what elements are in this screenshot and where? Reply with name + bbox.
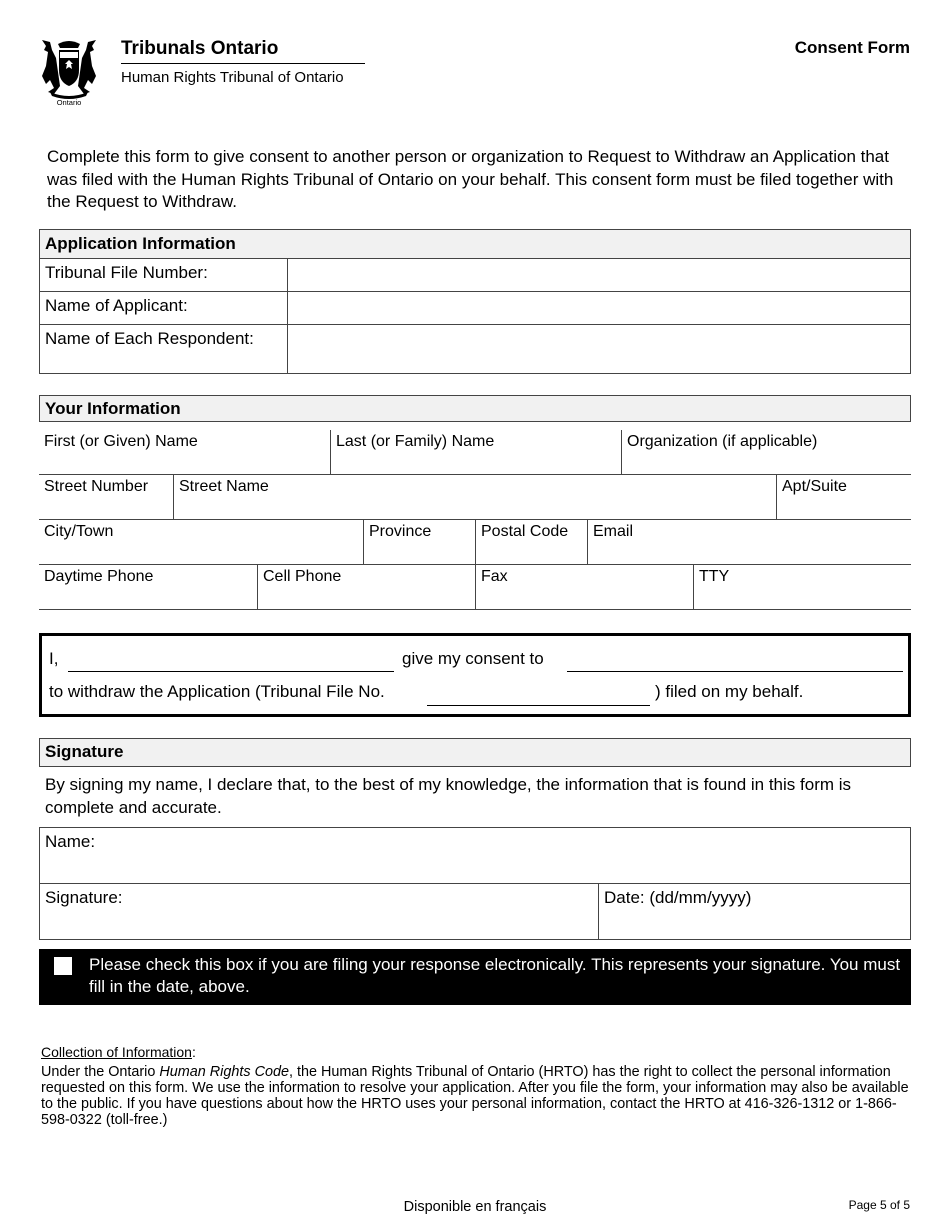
cell-phone-label: Cell Phone bbox=[263, 568, 342, 585]
fax-label: Fax bbox=[481, 568, 508, 585]
consenter-name-line[interactable] bbox=[68, 671, 394, 672]
date-field[interactable] bbox=[599, 884, 911, 940]
tribunal-file-number-field[interactable] bbox=[288, 259, 911, 292]
signature-field[interactable] bbox=[40, 884, 599, 940]
organization-label: Organization (if applicable) bbox=[627, 433, 818, 450]
street-number-field[interactable] bbox=[39, 475, 173, 519]
name-row bbox=[39, 430, 911, 475]
first-name-field[interactable] bbox=[39, 430, 330, 474]
signature-table bbox=[39, 827, 911, 940]
email-field[interactable] bbox=[587, 520, 911, 564]
collection-body-rest: , the Human Rights Tribunal of Ontario (HRTO) has the right to collect the personal information requested on this form. We use the information to resolve your application. After you file the form, your information may also be available to the public. If you have questions about how the HRTO uses your personal information, contact the HRTO at 416-326-1312 or 1-866-598-0322 (toll-free.) bbox=[41, 1064, 909, 1128]
consent-give-text: give my consent to bbox=[402, 649, 544, 668]
collection-info-title bbox=[41, 1044, 196, 1060]
daytime-phone-label: Daytime Phone bbox=[44, 568, 154, 585]
tty-field[interactable] bbox=[693, 565, 911, 609]
tribunal-file-number-label: Tribunal File Number: bbox=[40, 259, 288, 292]
fax-field[interactable] bbox=[475, 565, 693, 609]
last-name-label: Last (or Family) Name bbox=[336, 433, 495, 450]
human-rights-code-title: Human Rights Code bbox=[159, 1064, 289, 1080]
intro-paragraph: Complete this form to give consent to another person or organization to Request to Withdraw an Application that was filed with the Human Rights Tribunal of Ontario on your behalf. This consent form must be filed together with the Request to Withdraw. bbox=[47, 147, 894, 211]
postal-code-field[interactable] bbox=[475, 520, 587, 564]
consent-i-text: I, bbox=[49, 649, 59, 668]
representative-name-line[interactable] bbox=[567, 671, 903, 672]
ontario-coat-of-arms-logo bbox=[36, 36, 102, 106]
org-subtitle: Human Rights Tribunal of Ontario bbox=[121, 69, 344, 86]
collection-info-body bbox=[41, 1064, 911, 1128]
electronic-filing-banner bbox=[39, 949, 911, 1005]
signature-heading: Signature bbox=[39, 738, 911, 767]
cell-phone-field[interactable] bbox=[257, 565, 475, 609]
signature-declaration: By signing my name, I declare that, to the best of my knowledge, the information that is found in this form is complete and accurate. bbox=[45, 775, 852, 817]
last-name-field[interactable] bbox=[330, 430, 621, 474]
street-name-label: Street Name bbox=[179, 478, 269, 495]
postal-code-label: Postal Code bbox=[481, 523, 569, 540]
street-name-field[interactable] bbox=[173, 475, 776, 519]
street-number-label: Street Number bbox=[44, 478, 149, 495]
application-info-heading: Application Information bbox=[40, 230, 911, 259]
name-label: Name: bbox=[45, 832, 96, 851]
consent-filed-text: ) filed on my behalf. bbox=[655, 682, 804, 701]
header-divider bbox=[121, 63, 365, 64]
signature-label: Signature: bbox=[45, 888, 123, 907]
daytime-phone-field[interactable] bbox=[39, 565, 257, 609]
name-field[interactable] bbox=[40, 828, 911, 884]
logo-text: Ontario bbox=[56, 98, 82, 106]
email-label: Email bbox=[593, 523, 634, 540]
consent-file-number-line[interactable] bbox=[427, 705, 650, 706]
apt-suite-label: Apt/Suite bbox=[782, 478, 847, 495]
form-title: Consent Form bbox=[794, 38, 910, 57]
electronic-filing-checkbox[interactable] bbox=[54, 957, 72, 975]
city-row bbox=[39, 520, 911, 565]
address-row bbox=[39, 475, 911, 520]
your-info-heading: Your Information bbox=[39, 395, 911, 422]
date-label: Date: (dd/mm/yyyy) bbox=[604, 888, 752, 907]
organization-field[interactable] bbox=[621, 430, 911, 474]
city-field[interactable] bbox=[39, 520, 363, 564]
application-info-table bbox=[39, 229, 911, 374]
consent-withdraw-text: to withdraw the Application (Tribunal File No. bbox=[49, 682, 385, 701]
first-name-label: First (or Given) Name bbox=[44, 433, 198, 450]
city-label: City/Town bbox=[44, 523, 114, 540]
phone-row bbox=[39, 565, 911, 610]
collection-body-start: Under the Ontario bbox=[41, 1064, 160, 1080]
french-availability-note: Disponible en français bbox=[403, 1199, 547, 1215]
tty-label: TTY bbox=[699, 568, 730, 585]
respondent-names-label: Name of Each Respondent: bbox=[40, 325, 288, 374]
collection-info-title-text: Collection of Information bbox=[41, 1044, 192, 1060]
consent-statement-box bbox=[39, 633, 911, 717]
org-title: Tribunals Ontario bbox=[121, 38, 279, 59]
respondent-names-field[interactable] bbox=[288, 325, 911, 374]
province-field[interactable] bbox=[363, 520, 475, 564]
collection-info-title-colon: : bbox=[191, 1044, 196, 1060]
province-label: Province bbox=[369, 523, 432, 540]
apt-suite-field[interactable] bbox=[776, 475, 911, 519]
page-number: Page 5 of 5 bbox=[848, 1198, 910, 1212]
applicant-name-label: Name of Applicant: bbox=[40, 292, 288, 325]
applicant-name-field[interactable] bbox=[288, 292, 911, 325]
electronic-filing-text: Please check this box if you are filing your response electronically. This represents your signature. You must fill in the date, above. bbox=[89, 955, 901, 996]
